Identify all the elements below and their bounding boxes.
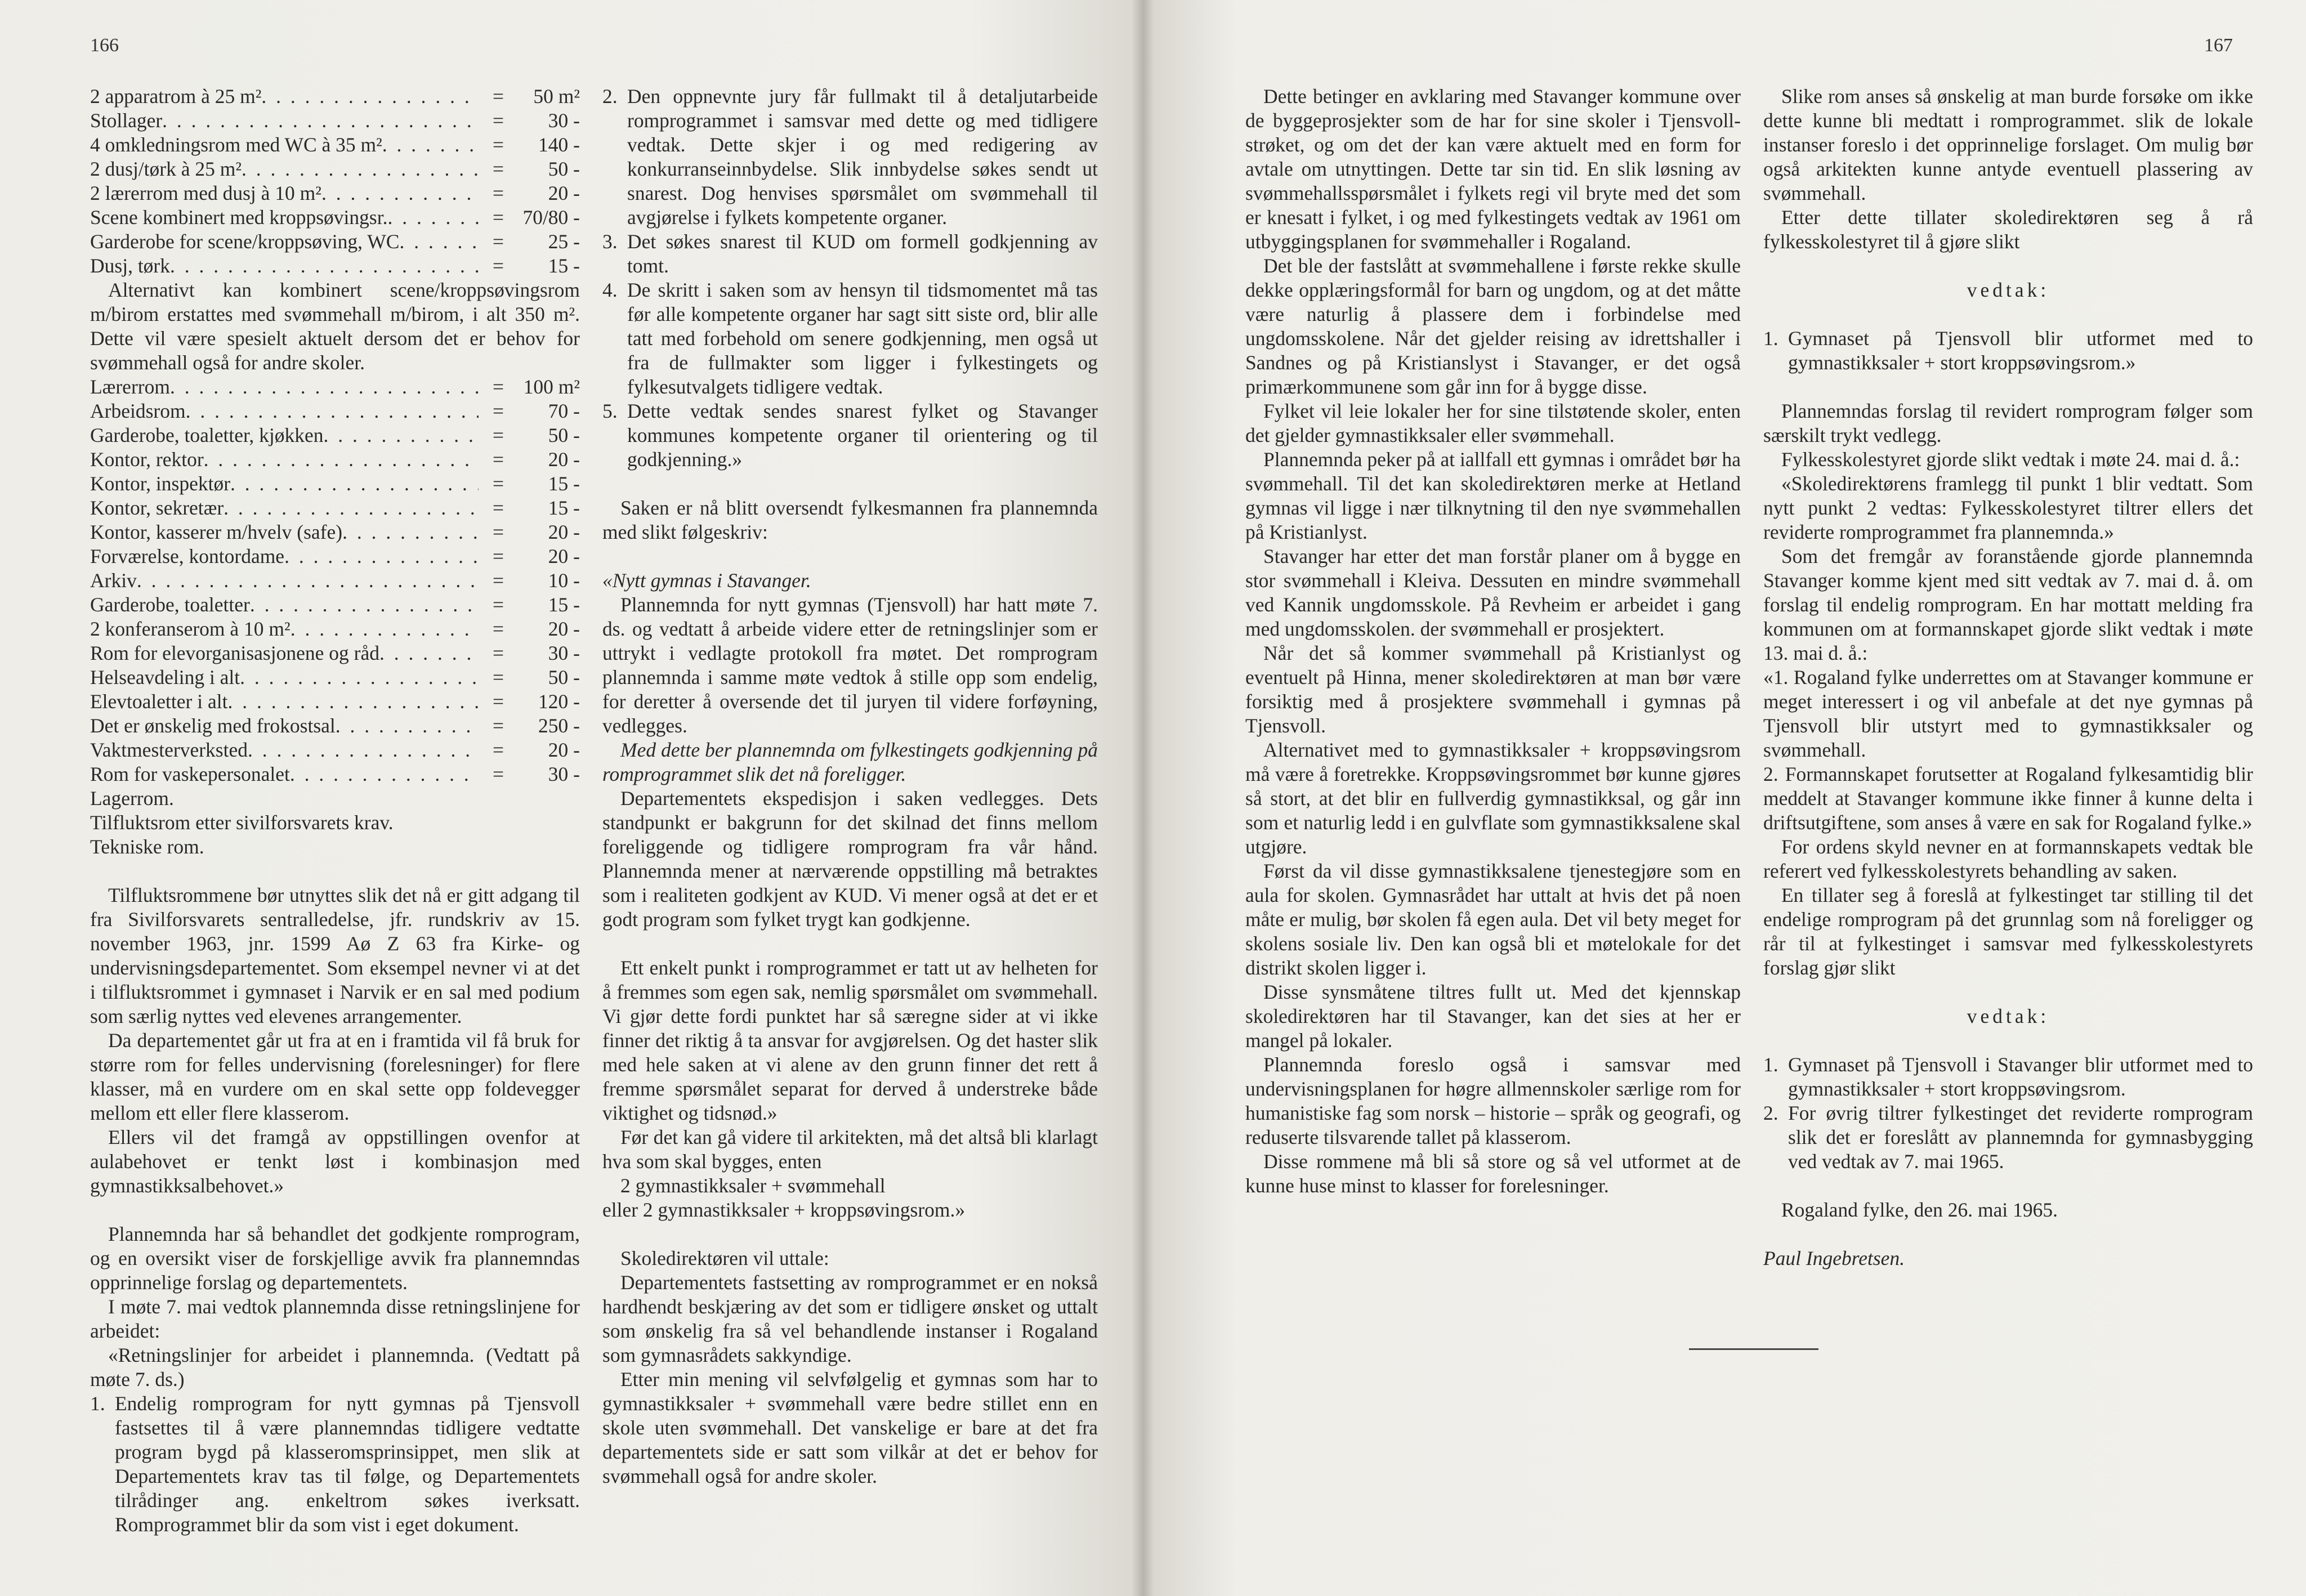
book-gutter [1132,0,1154,1596]
paragraph: Plannemndas forslag til revidert romprogram følger som særskilt trykt vedlegg. [1763,400,2253,446]
paragraph: Departementets ekspedisjon i saken vedlegges. Dets standpunkt er bakgrunn for det skilnad det finns mellom foreliggende og tidligere romprogram fra vår hånd. Plannemnda mener at nærværende oppstilling må betraktes som i realiteten godkjent av KUD. Vi mener også at det er et godt program som fylket trygt kan godkjenne. [602,787,1098,931]
paragraph: Alternativt kan kombinert scene/kroppsøvingsrom m/birom erstattes med svømmehall m/birom, i alt 350 m². Dette vil være spesielt aktuelt dersom det er behov for svømmehall også for andre skoler. [90,279,580,374]
paragraph: eller 2 gymnastikksaler + kroppsøvingsrom.» [602,1199,966,1221]
room-row: Lærerrom . . . = 100 m² [90,375,580,399]
room-row: Kontor, rektor . . . = 20 - [90,448,580,472]
right-column-1 [1245,84,1741,1198]
paragraph: Plannemnda har så behandlet det godkjente romprogram, og en oversikt viser de forskjellige avvik fra plannemndas opprinnelige forslag og departementets. [90,1223,580,1294]
room-row: Kontor, kasserer m/hvelv (safe) . . . = 20 - [90,520,580,544]
paragraph: Stavanger har etter det man forstår planer om å bygge en stor svømmehall i Kleiva. Dessuten en mindre svømmehall ved Kannik ungdomsskole. På Revheim er arbeidet i gang med ungdomsskolen. der svømmehall er prosjektert. [1245,545,1741,640]
paragraph: Etter dette tillater skoledirektøren seg å rå fylkesskolestyret til å gjøre slikt [1763,206,2253,253]
paragraph: 2 gymnastikksaler + svømmehall [620,1174,886,1197]
text-line: Tilfluktsrom etter sivilforsvarets krav. [90,811,394,834]
left-column-2 [602,84,1098,1488]
paragraph: Tilfluktsrommene bør utnyttes slik det nå er gitt adgang til fra Sivilforsvarets sentralledelse, jfr. rundskriv av 15. november 1963, jnr. 1599 Aø Z 63 fra Kirke- og undervisningsdepartementet. Som eksempel nevner vi at det i tilfluktsrommet i gymnaset i Narvik er en sal med podium som særlig nyttes ved elevenes arrangementer. [90,884,580,1027]
paragraph: Saken er nå blitt oversendt fylkesmannen fra plannemnda med slikt følgeskriv: [602,497,1098,543]
paragraph: «1. Rogaland fylke underrettes om at Stavanger kommune er meget interessert i og vil anbefale at det nye gymnas på Tjensvoll blir utstyrt med to gymnastikksaler og svømmehall. [1763,666,2253,761]
left-page [0,0,1143,1596]
paragraph: Disse rommene må bli så store og så vel utformet at de kunne huse minst to klasser for forelesninger. [1245,1150,1741,1197]
numbered-item: 4. De skritt i saken som av hensyn til tidsmomentet må tas før alle kompetente organer har sagt sitt siste ord, blir alle tatt med forbehold om senere godkjenning, men også ut fra de fullmakter som ligger i fylkestingets og fylkesutvalgets tidligere vedtak. [602,279,1098,398]
room-row: Garderobe, toaletter . . . = 15 - [90,593,580,617]
numbered-item: 3. Det søkes snarest til KUD om formell godkjenning av tomt. [602,230,1098,277]
paragraph: Det ble der fastslått at svømmehallene i første rekke skulle dekke opplæringsformål for barn og ungdom, og at det måtte være naturlig å plassere dem i forbindelse med ungdomsskolene. Når det gjelder reising av idrettshaller i Sandnes og på Kristianslyst i Stavanger, er det også primærkommunene som går inn for å bygge disse. [1245,254,1741,398]
room-row: Det er ønskelig med frokostsal . . . = 250 - [90,714,580,738]
right-column-2 [1763,84,2253,1271]
paragraph: Som det fremgår av foranstående gjorde plannemnda Stavanger komme kjent med sitt vedtak av 7. mai d. å. om forslag til endelig romprogram. En har mottatt melding fra kommunen om at formannskapet gjorde slikt vedtak i møte 13. mai d. å.: [1763,545,2253,664]
room-row: Forværelse, kontordame . . . = 20 - [90,544,580,569]
room-row: Vaktmesterverksted . . . = 20 - [90,738,580,762]
room-row: Elevtoaletter i alt . . . = 120 - [90,690,580,714]
dateline: Rogaland fylke, den 26. mai 1965. [1781,1199,2058,1221]
paragraph: Plannemnda peker på at iallfall ett gymnas i området bør ha svømmehall. Til det kan skoledirektøren merke at Hetland gymnas vil ligge i nær tilknytning til den nye svømmehallen på Kristianlyst. [1245,448,1741,543]
vedtak-heading: vedtak: [1967,279,2050,301]
room-row: 4 omkledningsrom med WC à 35 m² . . . = 140 - [90,133,580,157]
room-row: 2 apparatrom à 25 m² . . . = 50 m² [90,84,580,109]
signature: Paul Ingebretsen. [1763,1247,1905,1269]
room-row: 2 konferanserom à 10 m² . . . = 20 - [90,617,580,641]
paragraph: Med dette ber plannemnda om fylkestingets godkjenning på romprogrammet slik det nå foreligger. [602,739,1098,785]
room-row: Garderobe, toaletter, kjøkken . . . = 50 - [90,423,580,448]
numbered-item: 1. Gymnaset på Tjensvoll i Stavanger blir utformet med to gymnastikksaler + stort kroppsøvingsrom. [1763,1053,2253,1100]
paragraph: Når det så kommer svømmehall på Kristianlyst og eventuelt på Hinna, mener skoledirektøren at man bør være forsiktig med å prosjektere svømmehall i gymnas på Tjensvoll. [1245,642,1741,737]
paragraph: Skoledirektøren vil uttale: [620,1247,829,1269]
room-row: 2 lærerrom med dusj à 10 m² . . . = 20 - [90,181,580,205]
page-number-right: 167 [2204,35,2233,56]
paragraph: Plannemnda foreslo også i samsvar med undervisningsplanen for høgre allmennskoler særlige rom for humanistiske fag som norsk – historie – språk og geografi, og reduserte tilsvarende tallet på klasserom. [1245,1053,1741,1148]
text-line: Lagerrom. [90,787,174,810]
paragraph: Ellers vil det framgå av oppstillingen ovenfor at aulabehovet er tenkt løst i kombinasjon med gymnastikksalbehovet.» [90,1126,580,1197]
paragraph: I møte 7. mai vedtok plannemnda disse retningslinjene for arbeidet: [90,1295,580,1342]
room-row: 2 dusj/tørk à 25 m² . . . = 50 - [90,157,580,181]
page-number-left: 166 [90,35,119,56]
paragraph: En tillater seg å foreslå at fylkestinget tar stilling til det endelige romprogram på det grunnlag som nå foreligger og rår til at fylkestinget i samsvar med fylkesskolestyrets forslag gjør slikt [1763,884,2253,979]
room-list-1 [90,84,580,278]
paragraph: Fylket vil leie lokaler her for sine tilstøtende skoler, enten det gjelder gymnastikksaler eller svømmehall. [1245,400,1741,446]
room-row: Arbeidsrom . . . = 70 - [90,399,580,423]
room-row: Kontor, sekretær . . . = 15 - [90,496,580,520]
room-row: Arkiv . . . = 10 - [90,569,580,593]
numbered-item: 1. Endelig romprogram for nytt gymnas på Tjensvoll fastsettes til å være plannemndas tidligere vedtatte program bygd på klasseromsprinsippet, men slik at Departementets krav tas til følge, og Departementets tilrådinger ang. enkeltrom søkes iverksatt. Romprogrammet blir da som vist i eget dokument. [90,1392,580,1536]
room-row: Kontor, inspektør . . . = 15 - [90,472,580,496]
paragraph: Slike rom anses så ønskelig at man burde forsøke om ikke dette kunne bli medtatt i romprogrammet. slik de lokale instanser foreslo i det opprinnelige forslaget. Om mulig bør også arkitekten kunne antyde eventuell plassering av svømmehall. [1763,85,2253,204]
room-row: Dusj, tørk . . . = 15 - [90,254,580,278]
left-column-1 [90,84,580,1537]
paragraph: Først da vil disse gymnastikksalene tjenestegjøre som en aula for skolen. Gymnasrådet har uttalt at hvis det på noen måte er mulig, bør skolen få egen aula. Det vil bety meget for skolens sosiale liv. Den kan også bli et møtelokale for det distrikt skolen ligger i. [1245,860,1741,979]
paragraph: 2. Formannskapet forutsetter at Rogaland fylkesamtidig blir meddelt at Stavanger kommune ikke finner å kunne delta i driftsutgiftene, som anses å være en sak for Rogaland fylke.» [1763,763,2253,834]
numbered-item: 2. For øvrig tiltrer fylkestinget det reviderte romprogram slik det er foreslått av plannemnda for gymnasbygging ved vedtak av 7. mai 1965. [1763,1102,2253,1173]
paragraph: Fylkesskolestyret gjorde slikt vedtak i møte 24. mai d. å.: [1781,448,2240,471]
paragraph: Dette betinger en avklaring med Stavanger kommune over de byggeprosjekter som de har for sine skoler i Tjensvoll-strøket, og om det der kan være aktuelt med en form for avtale om utnyttingen. Dette tar sin tid. En slik løsning av svømmehallsspørsmålet i fylkets regi vil bryte med det som er knesatt i fylket, i og med fylkestingets vedtak av 1961 om utbyggingsplanen for svømmehaller i Rogaland. [1245,85,1741,253]
paragraph: Plannemnda for nytt gymnas (Tjensvoll) har hatt møte 7. ds. og vedtatt å arbeide videre etter de retningslinjer som er uttrykt i vedlagte protokoll fra møtet. Det romprogram plannemnda i samme møte vedtok å stille opp som endelig, for deretter å oversende det til juryen til videre forføyning, vedlegges. [602,593,1098,737]
paragraph: Disse synsmåtene tiltres fullt ut. Med det kjennskap skoledirektøren har til Stavanger, kan det sies at her er mangel på lokaler. [1245,981,1741,1052]
paragraph: Alternativet med to gymnastikksaler + kroppsøvingsrom må være å foretrekke. Kroppsøvingsrommet bør kunne gjøres så stort, at det blir en fullverdig gymnastikksal, og går inn som et naturlig ledd i en gulvflate som gymnastikksalene skal utgjøre. [1245,739,1741,858]
paragraph: «Skoledirektørens framlegg til punkt 1 blir vedtatt. Som nytt punkt 2 vedtas: Fylkesskolestyret tiltrer ellers det reviderte romprogrammet fra plannemnda.» [1763,472,2253,543]
paragraph: Departementets fastsetting av romprogrammet er en nokså hardhendt beskjæring av det som er tidligere ønsket og uttalt som ønskelig fra så vel behandlende instanser i Rogaland som gymnasrådets sakkyndige. [602,1271,1098,1366]
paragraph: Da departementet går ut fra at en i framtida vil få bruk for større rom for felles undervisning (forelesninger) for flere klasser, må en vurdere om en skal sette opp foldevegger mellom ett eller flere klasserom. [90,1029,580,1124]
room-list-2 [90,375,580,786]
paragraph: Ett enkelt punkt i romprogrammet er tatt ut av helheten for å fremmes som egen sak, nemlig spørsmålet om svømmehall. Vi gjør dette fordi punktet har så særegne sider at vi ikke finner det riktig å ta ansvar for avgjørelsen. Og det haster slik med hele saken at vi alene av den grunn finner det rett å fremme spørsmålet separat for derved å understreke både viktighet og tidsnød.» [602,956,1098,1124]
numbered-item: 5. Dette vedtak sendes snarest fylket og Stavanger kommunes kompetente organer til orientering og til godkjenning.» [602,400,1098,471]
paragraph: «Nytt gymnas i Stavanger. [602,569,811,592]
room-row: Scene kombinert med kroppsøvingsr. . . . = 70/80 - [90,205,580,230]
room-row: Stollager . . . = 30 - [90,109,580,133]
vedtak-heading: vedtak: [1967,1005,2050,1027]
paragraph: Før det kan gå videre til arkitekten, må det altså bli klarlagt hva som skal bygges, enten [602,1126,1098,1173]
room-row: Rom for vaskepersonalet . . . = 30 - [90,762,580,786]
room-row: Garderobe for scene/kroppsøving, WC . . . = 25 - [90,230,580,254]
room-row: Rom for elevorganisasjonene og råd . . . = 30 - [90,641,580,665]
numbered-item: 1. Gymnaset på Tjensvoll blir utformet med to gymnastikksaler + stort kroppsøvingsrom.» [1763,327,2253,374]
closing-rule [1689,1348,1818,1350]
paragraph: «Retningslinjer for arbeidet i plannemnda. (Vedtatt på møte 7. ds.) [90,1344,580,1391]
paragraph: For ordens skyld nevner en at formannskapets vedtak ble referert ved fylkesskolestyrets behandling av saken. [1763,835,2253,882]
room-row: Helseavdeling i alt . . . = 50 - [90,665,580,690]
numbered-item: 2. Den oppnevnte jury får fullmakt til å detaljutarbeide romprogrammet i samsvar med dette og med tidligere vedtak. Dette skjer i og med redigering av konkurranseinnbydelse. Slik innbydelse søkes sendt ut snarest. Dog henvises spørsmålet om svømmehall til avgjørelse i fylkets kompetente organer. [602,85,1098,229]
text-line: Tekniske rom. [90,835,204,858]
paragraph: Etter min mening vil selvfølgelig et gymnas som har to gymnastikksaler + svømmehall være bedre stillet enn en skole uten svømmehall. Det vanskelige er bare at det fra departementets side er satt som vilkår at det er behov for svømmehall også for andre skoler. [602,1368,1098,1487]
